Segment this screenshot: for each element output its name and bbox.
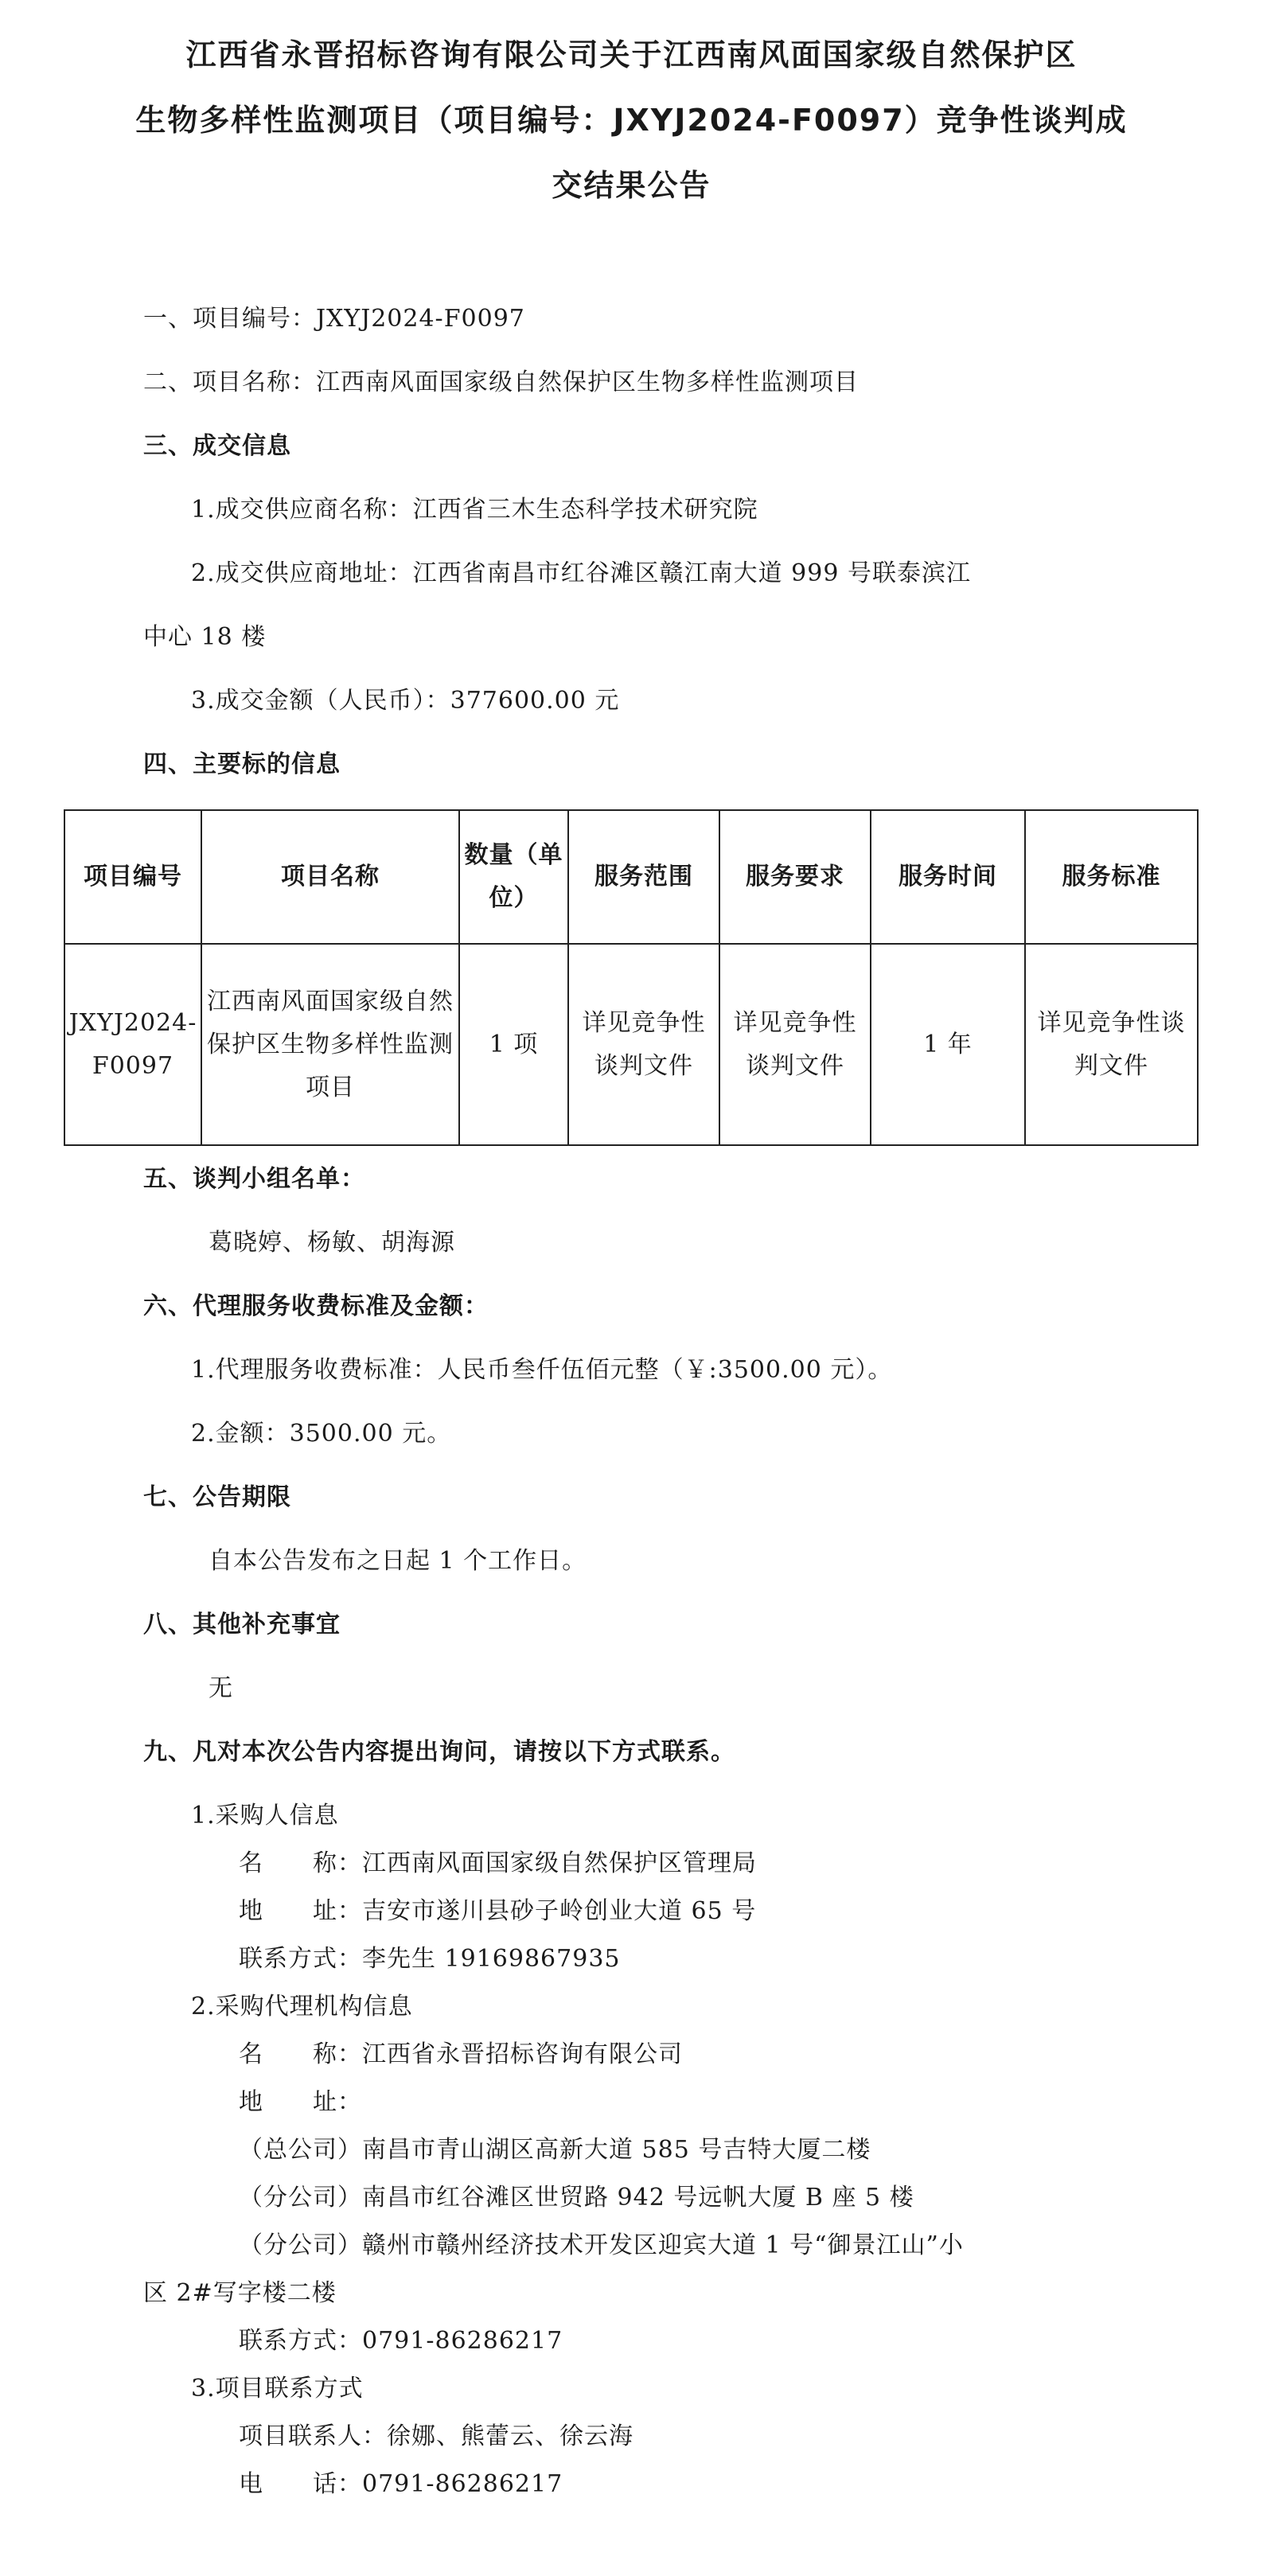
header-project-name: 项目名称 bbox=[201, 810, 459, 944]
cell-project-number: JXYJ2024-F0097 bbox=[64, 944, 201, 1145]
supplier-address-line-1: 2.成交供应商地址：江西省南昌市红谷滩区赣江南大道 999 号联泰滨江 bbox=[191, 559, 971, 587]
section-contact-heading: 九、凡对本次公告内容提出询问，请按以下方式联系。 bbox=[143, 1738, 735, 1766]
title-line-3: 交结果公告 bbox=[552, 168, 711, 203]
agency-contact: 联系方式：0791-86286217 bbox=[239, 2327, 563, 2355]
supplier-address-line-2: 中心 18 楼 bbox=[143, 623, 267, 651]
project-contact-heading: 3.项目联系方式 bbox=[191, 2375, 364, 2403]
deal-amount: 3.成交金额（人民币）：377600.00 元 bbox=[191, 687, 620, 715]
cell-project-name: 江西南风面国家级自然保护区生物多样性监测项目 bbox=[201, 944, 459, 1145]
header-service-standard: 服务标准 bbox=[1025, 810, 1198, 944]
subject-info-table bbox=[64, 809, 1199, 1146]
agency-address-label: 地 址： bbox=[239, 2088, 362, 2116]
cell-service-requirement: 详见竞争性谈判文件 bbox=[719, 944, 871, 1145]
purchaser-address: 地 址：吉安市遂川县砂子岭创业大道 65 号 bbox=[239, 1897, 757, 1925]
agency-branch-address-2-line-2: 区 2#写字楼二楼 bbox=[143, 2279, 337, 2307]
agency-fee-standard: 1.代理服务收费标准：人民币叁仟伍佰元整（￥:3500.00 元）。 bbox=[191, 1356, 893, 1384]
supplier-name: 1.成交供应商名称：江西省三木生态科学技术研究院 bbox=[191, 496, 758, 524]
cell-service-time: 1 年 bbox=[871, 944, 1025, 1145]
agency-branch-address-1: （分公司）南昌市红谷滩区世贸路 942 号远帆大厦 B 座 5 楼 bbox=[239, 2184, 914, 2212]
section-deal-info-heading: 三、成交信息 bbox=[143, 432, 291, 460]
title-line-1: 江西省永晋招标咨询有限公司关于江西南风面国家级自然保护区 bbox=[185, 37, 1078, 72]
other-matters-text: 无 bbox=[209, 1674, 233, 1702]
cell-service-standard: 详见竞争性谈判文件 bbox=[1025, 944, 1198, 1145]
table-header-row bbox=[64, 810, 1198, 944]
table-row bbox=[64, 944, 1198, 1145]
agency-fee-amount: 2.金额：3500.00 元。 bbox=[191, 1420, 452, 1448]
section-other-matters-heading: 八、其他补充事宜 bbox=[143, 1611, 341, 1639]
project-contact-phone: 电 话：0791-86286217 bbox=[239, 2470, 563, 2498]
project-contact-persons: 项目联系人：徐娜、熊蕾云、徐云海 bbox=[239, 2422, 633, 2450]
header-service-time: 服务时间 bbox=[871, 810, 1025, 944]
agency-name: 名 称：江西省永晋招标咨询有限公司 bbox=[239, 2040, 683, 2068]
cell-quantity: 1 项 bbox=[459, 944, 568, 1145]
agency-headquarters-address: （总公司）南昌市青山湖区高新大道 585 号吉特大厦二楼 bbox=[239, 2136, 871, 2164]
header-service-requirement: 服务要求 bbox=[719, 810, 871, 944]
section-main-subject-heading: 四、主要标的信息 bbox=[143, 750, 341, 778]
section-project-name: 二、项目名称：江西南风面国家级自然保护区生物多样性监测项目 bbox=[143, 368, 859, 396]
section-project-number: 一、项目编号：JXYJ2024-F0097 bbox=[143, 305, 525, 333]
panel-names: 葛晓婷、杨敏、胡海源 bbox=[209, 1229, 455, 1257]
section-agency-fee-heading: 六、代理服务收费标准及金额： bbox=[143, 1292, 489, 1320]
section-panel-heading: 五、谈判小组名单： bbox=[143, 1165, 365, 1193]
purchaser-contact: 联系方式：李先生 19169867935 bbox=[239, 1945, 621, 1973]
section-notice-period-heading: 七、公告期限 bbox=[143, 1483, 291, 1511]
purchaser-name: 名 称：江西南风面国家级自然保护区管理局 bbox=[239, 1849, 757, 1877]
header-service-scope: 服务范围 bbox=[568, 810, 719, 944]
title-line-2: 生物多样性监测项目（项目编号：JXYJ2024-F0097）竞争性谈判成 bbox=[135, 103, 1128, 138]
header-quantity: 数量（单位） bbox=[459, 810, 568, 944]
notice-period-text: 自本公告发布之日起 1 个工作日。 bbox=[209, 1547, 587, 1575]
cell-service-scope: 详见竞争性谈判文件 bbox=[568, 944, 719, 1145]
purchaser-info-heading: 1.采购人信息 bbox=[191, 1802, 339, 1830]
agency-branch-address-2-line-1: （分公司）赣州市赣州经济技术开发区迎宾大道 1 号“御景江山”小 bbox=[239, 2231, 964, 2259]
header-project-number: 项目编号 bbox=[64, 810, 201, 944]
document-title bbox=[72, 22, 1191, 218]
agency-info-heading: 2.采购代理机构信息 bbox=[191, 1993, 413, 2021]
